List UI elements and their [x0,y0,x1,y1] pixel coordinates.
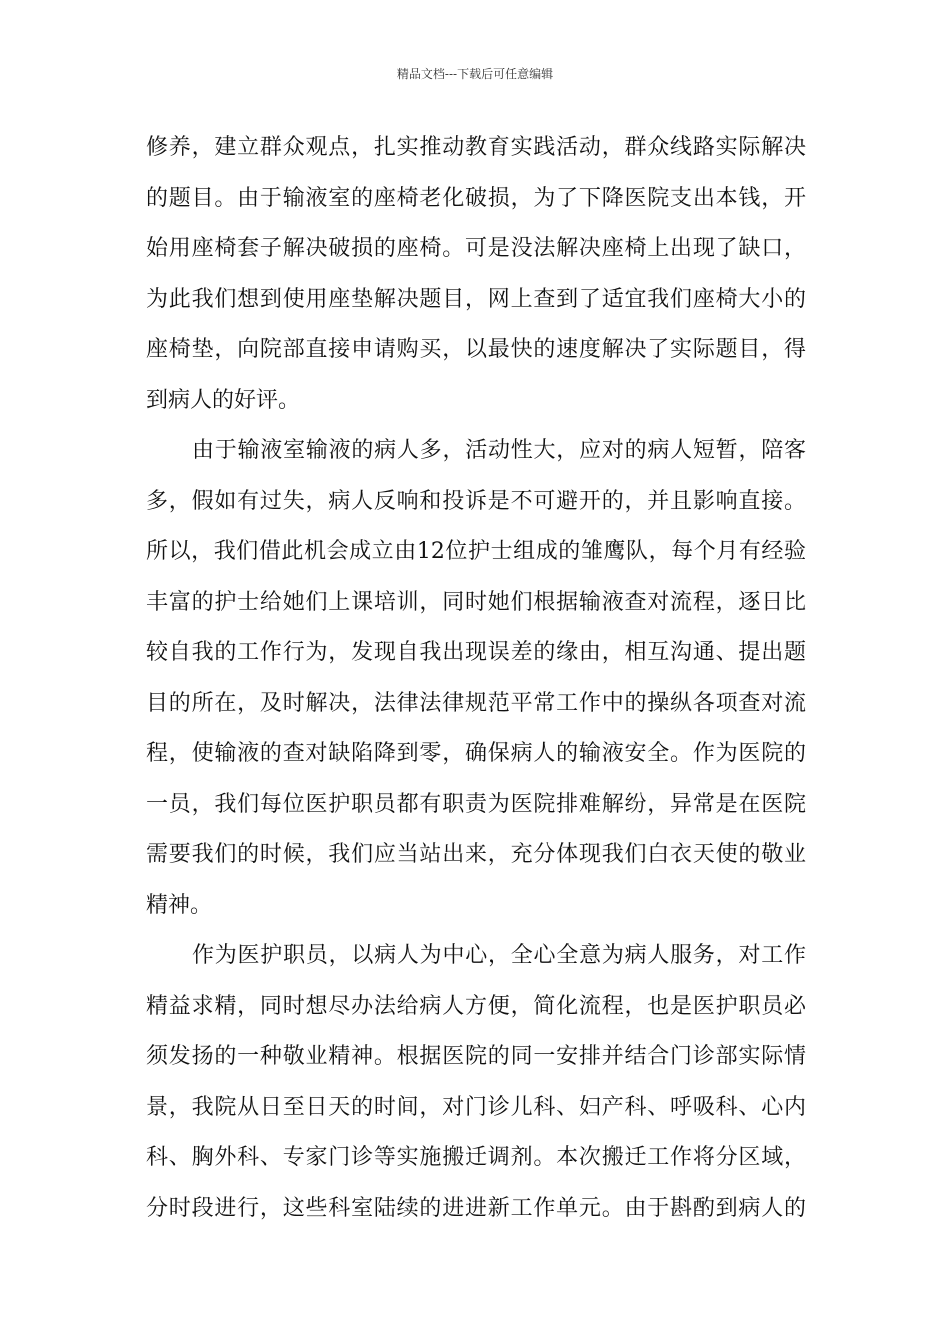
text-line: 丰富的护士给她们上课培训，同时她们根据输液查对流程，逐日比 [146,589,806,615]
text-line: 座椅垫，向院部直接申请购买，以最快的速度解决了实际题目，得 [146,337,806,362]
paragraph-1 [146,128,806,431]
paragraph-2 [146,431,806,936]
text-line: 由于输液室输液的病人多，活动性大，应对的病人短暂，陪客 [192,438,806,463]
text-line: 目的所在，及时解决，法律法律规范平常工作中的操纵各项查对流 [146,690,806,716]
text-line: 多，假如有过失，病人反响和投诉是不可避开的，并且影响直接。 [146,488,806,514]
text-line: 精神。 [146,892,213,918]
text-line: 景，我院从日至日天的时间，对门诊儿科、妇产科、呼吸科、心内 [146,1094,806,1120]
text-line: 修养，建立群众观点，扎实推动教育实践活动，群众线路实际解决 [146,135,806,160]
text-line: 须发扬的一种敬业精神。根据医院的同一安排并结合门诊部实际情 [146,1044,806,1069]
text-line: 始用座椅套子解决破损的座椅。可是没法解决座椅上出现了缺口， [146,236,806,261]
text-line: 需要我们的时候，我们应当站出来，充分体现我们白衣天使的敬业 [146,842,806,867]
text-line: 较自我的工作行为，发现自我出现误差的缘由，相互沟通、提出题 [146,640,806,665]
text-line: 为此我们想到使用座垫解决题目，网上查到了适宜我们座椅大小的 [146,286,806,312]
document-body [146,128,806,1239]
text-line: 到病人的好评。 [146,387,301,413]
text-line: 分时段进行，这些科室陆续的进进新工作单元。由于斟酌到病人的 [146,1195,806,1221]
page-header: 精品文档---下载后可任意编辑 [396,67,554,81]
text-line: 精益求精，同时想尽办法给病人方便，简化流程，也是医护职员必 [146,993,806,1019]
text-line: 一员，我们每位医护职员都有职责为医院排难解纷，异常是在医院 [146,791,806,817]
text-line: 所以，我们借此机会成立由12位护士组成的雏鹰队，每个月有经验 [146,539,806,564]
text-line: 程，使输液的查对缺陷降到零，确保病人的输液安全。作为医院的 [146,741,806,766]
text-line: 的题目。由于输液室的座椅老化破损，为了下降医院支出本钱，开 [146,185,806,211]
text-line: 科、胸外科、专家门诊等实施搬迁调剂。本次搬迁工作将分区域， [146,1145,806,1170]
paragraph-3 [146,936,806,1239]
text-line: 作为医护职员，以病人为中心，全心全意为病人服务，对工作 [192,943,806,968]
